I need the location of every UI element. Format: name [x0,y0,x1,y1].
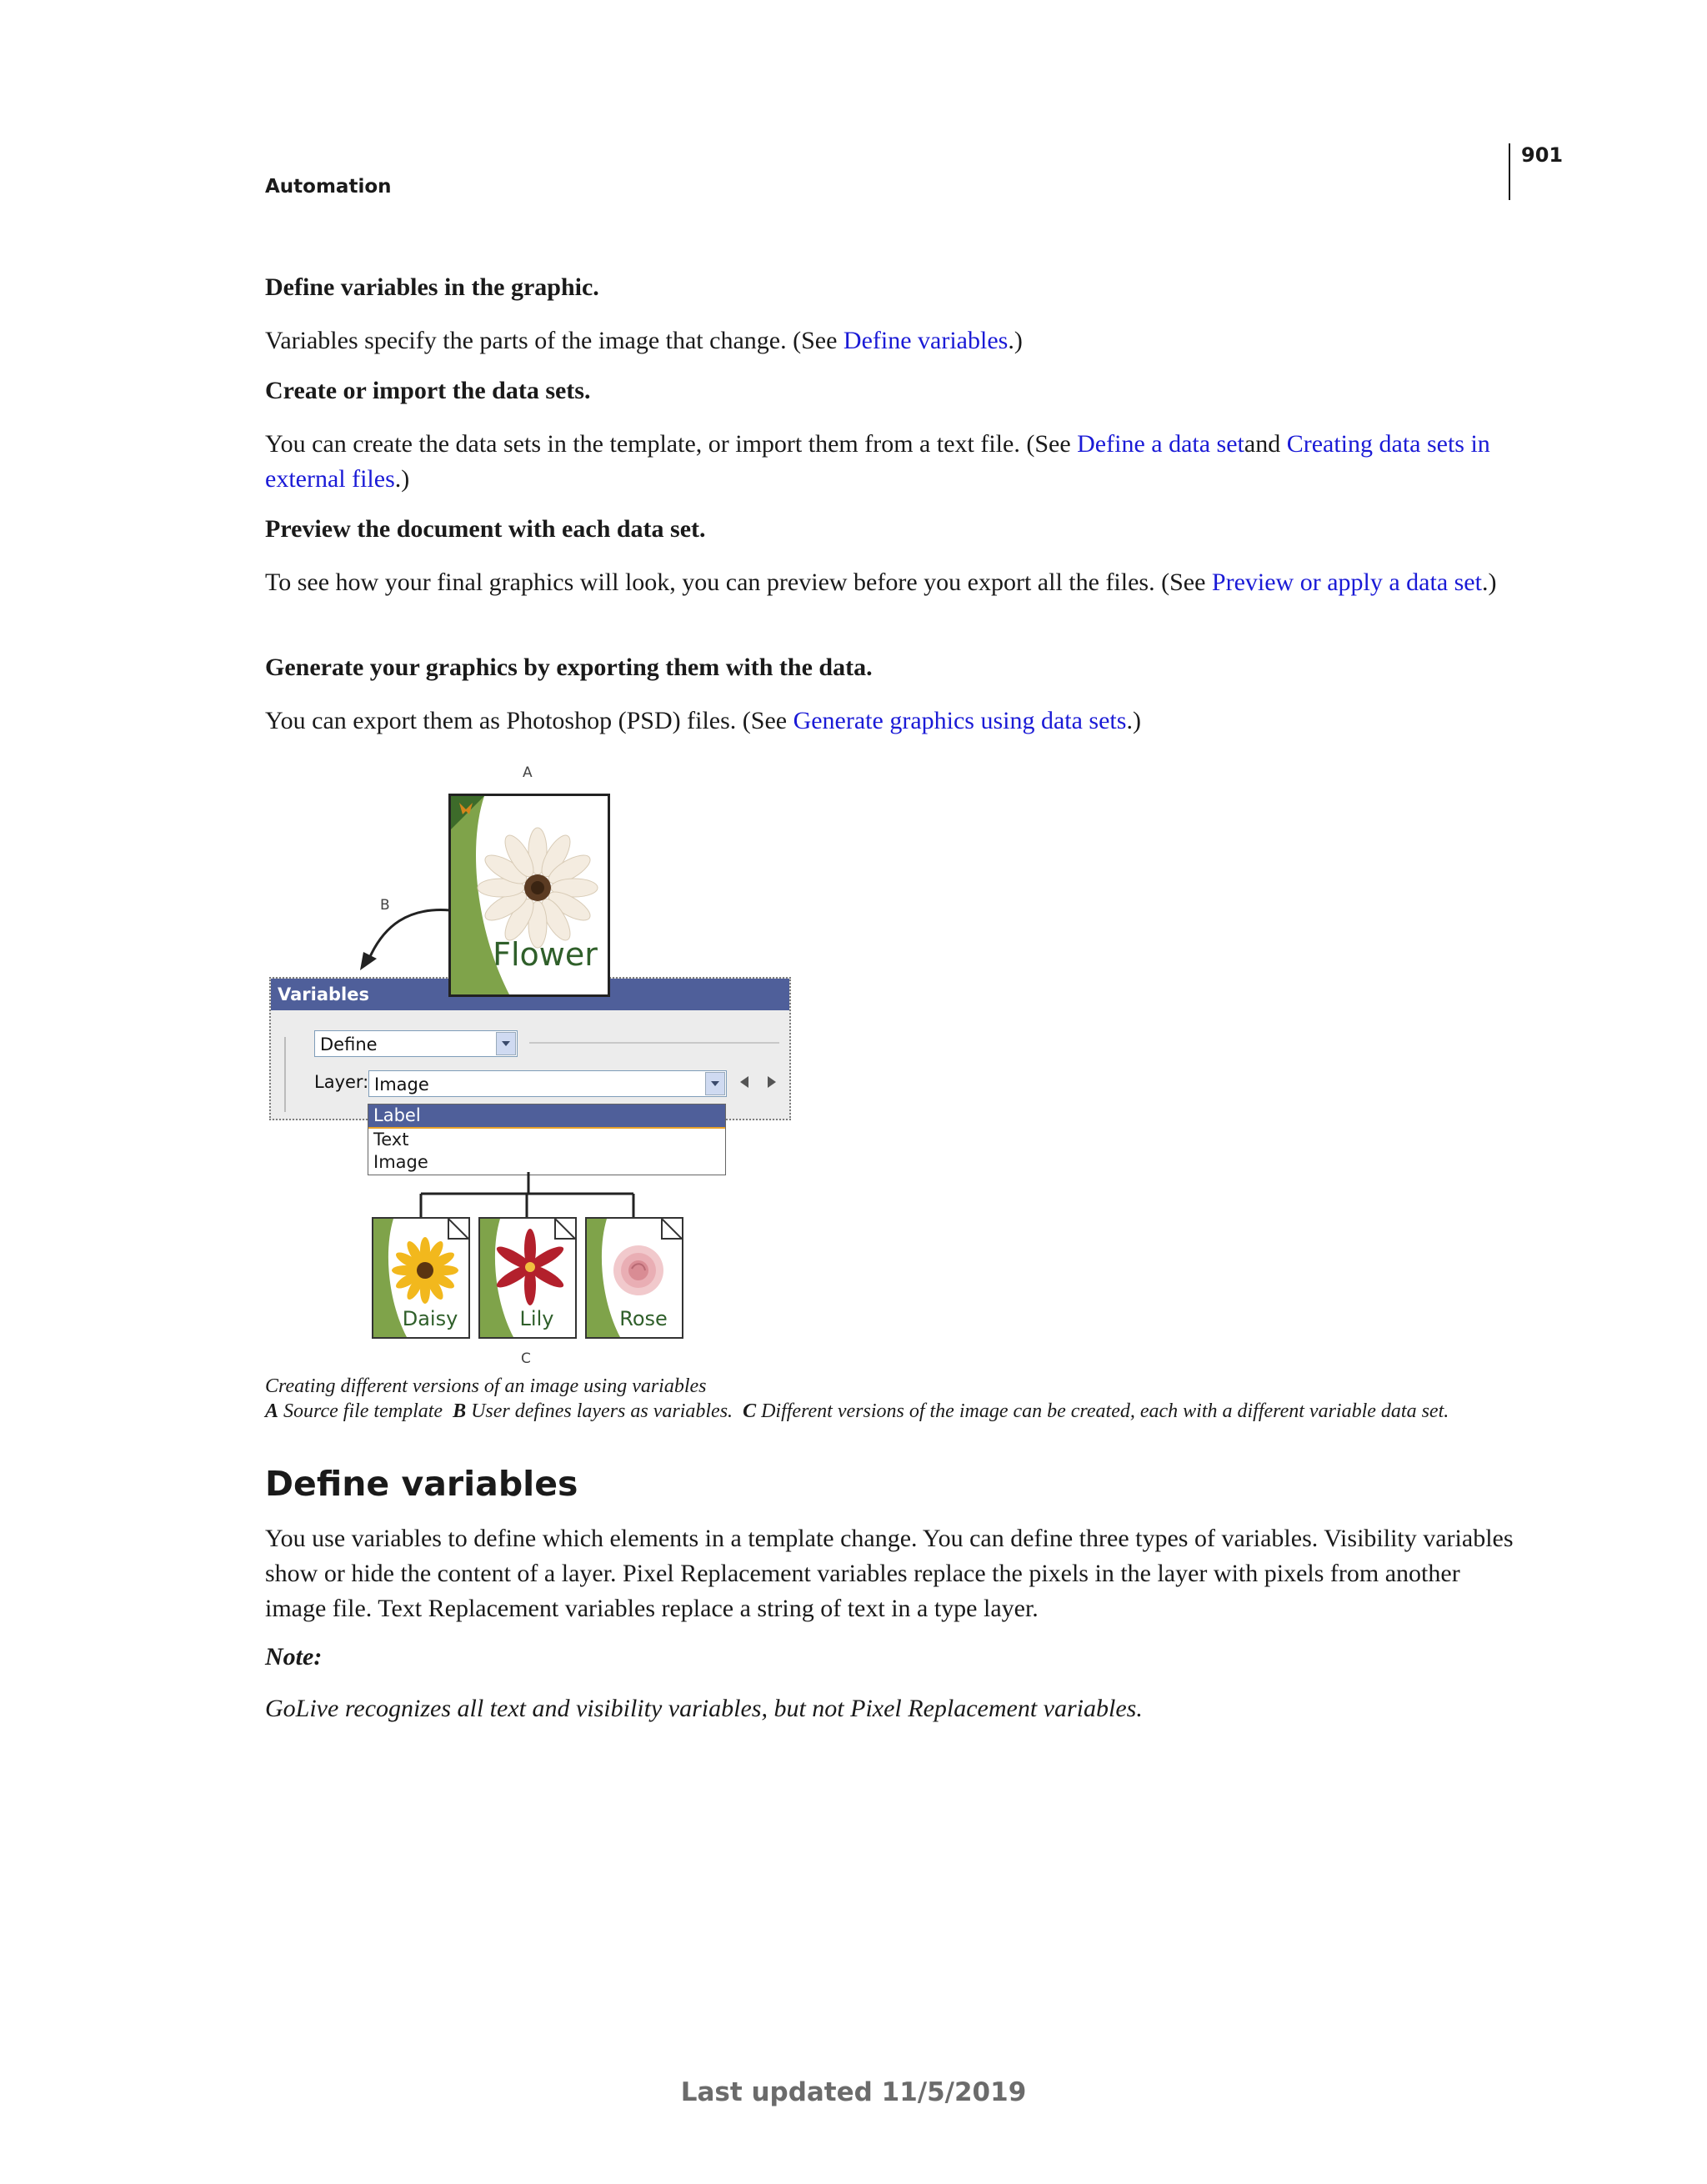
next-arrow-icon[interactable] [768,1076,776,1088]
link-creating-data-sets[interactable]: Creating data sets in external files [265,430,1490,493]
option-text[interactable]: Text [373,1130,409,1150]
link-preview-or-apply[interactable]: Preview or apply a data set [1211,569,1482,596]
step-2-body: You can create the data sets in the template, or import them from a text file. (See Define a data setand Creating data sets in external files.) [265,430,1490,493]
header-rule [1509,143,1510,200]
section-intro: You use variables to define which elements in a template change. You can define three types of variables. Visibility variables show or hide the content of a layer. Pixel Replacement variables replace the pixels in the layer with pixels from another image file. Text Replacement variables replace a string of text in a type layer. [265,1525,1514,1622]
note-text: GoLive recognizes all text and visibility variables, but not Pixel Replacement variables. [265,1695,1143,1722]
step-2-heading: Create or import the data sets. [265,377,591,404]
step-1-heading: Define variables in the graphic. [265,273,599,301]
previous-arrow-icon[interactable] [740,1076,748,1088]
section-title: Automation [265,176,392,198]
layer-options-list [368,1104,726,1175]
callout-a: A [523,764,533,781]
callout-c: C [521,1350,531,1367]
link-generate-graphics[interactable]: Generate graphics using data sets [793,707,1127,734]
step-4-heading: Generate your graphics by exporting them with the data. [265,654,873,681]
layer-dropdown[interactable]: Image [368,1070,727,1097]
option-image[interactable]: Image [373,1152,428,1172]
variables-panel-title: Variables [271,979,789,1010]
step-4-body: You can export them as Photoshop (PSD) files. (See Generate graphics using data sets.) [265,707,1141,734]
curved-arrow-icon [350,900,458,975]
version-lily [478,1217,577,1339]
step-3-body: To see how your final graphics will look, you can preview before you export all the files. (See Preview or apply a data set.) [265,569,1497,596]
variables-panel [269,977,791,1120]
option-label[interactable]: Label [368,1105,725,1129]
page-number: 901 [1521,143,1564,167]
callout-b: B [380,897,390,914]
footer-updated: Last updated 11/5/2019 [680,2077,1027,2107]
caption-title: Creating different versions of an image using variables [265,1375,707,1397]
note-label: Note: [265,1643,323,1671]
group-rule [284,1037,286,1112]
version-label-lily: Lily [519,1307,554,1330]
section-heading: Define variables [265,1464,578,1504]
step-1-body: Variables specify the parts of the image that change. (See Define variables.) [265,327,1023,354]
group-rule-top [529,1042,779,1044]
template-document [448,794,610,997]
step-3-heading: Preview the document with each data set. [265,515,706,543]
version-label-daisy: Daisy [402,1307,458,1330]
chevron-down-icon[interactable] [705,1072,725,1095]
version-label-rose: Rose [619,1307,668,1330]
caption-items: A Source file template B User defines layers as variables. C Different versions of the image can be created, each with a different variable data set. [265,1400,1449,1422]
link-define-variables[interactable]: Define variables [843,327,1009,354]
define-dropdown[interactable]: Define [314,1030,518,1057]
chevron-down-icon[interactable] [496,1032,516,1055]
template-label: Flower [493,936,598,973]
link-define-a-data-set[interactable]: Define a data set [1077,430,1244,458]
layer-label: Layer: [314,1072,369,1092]
figure-caption [265,1374,1449,1424]
version-daisy [372,1217,470,1339]
version-rose [585,1217,683,1339]
